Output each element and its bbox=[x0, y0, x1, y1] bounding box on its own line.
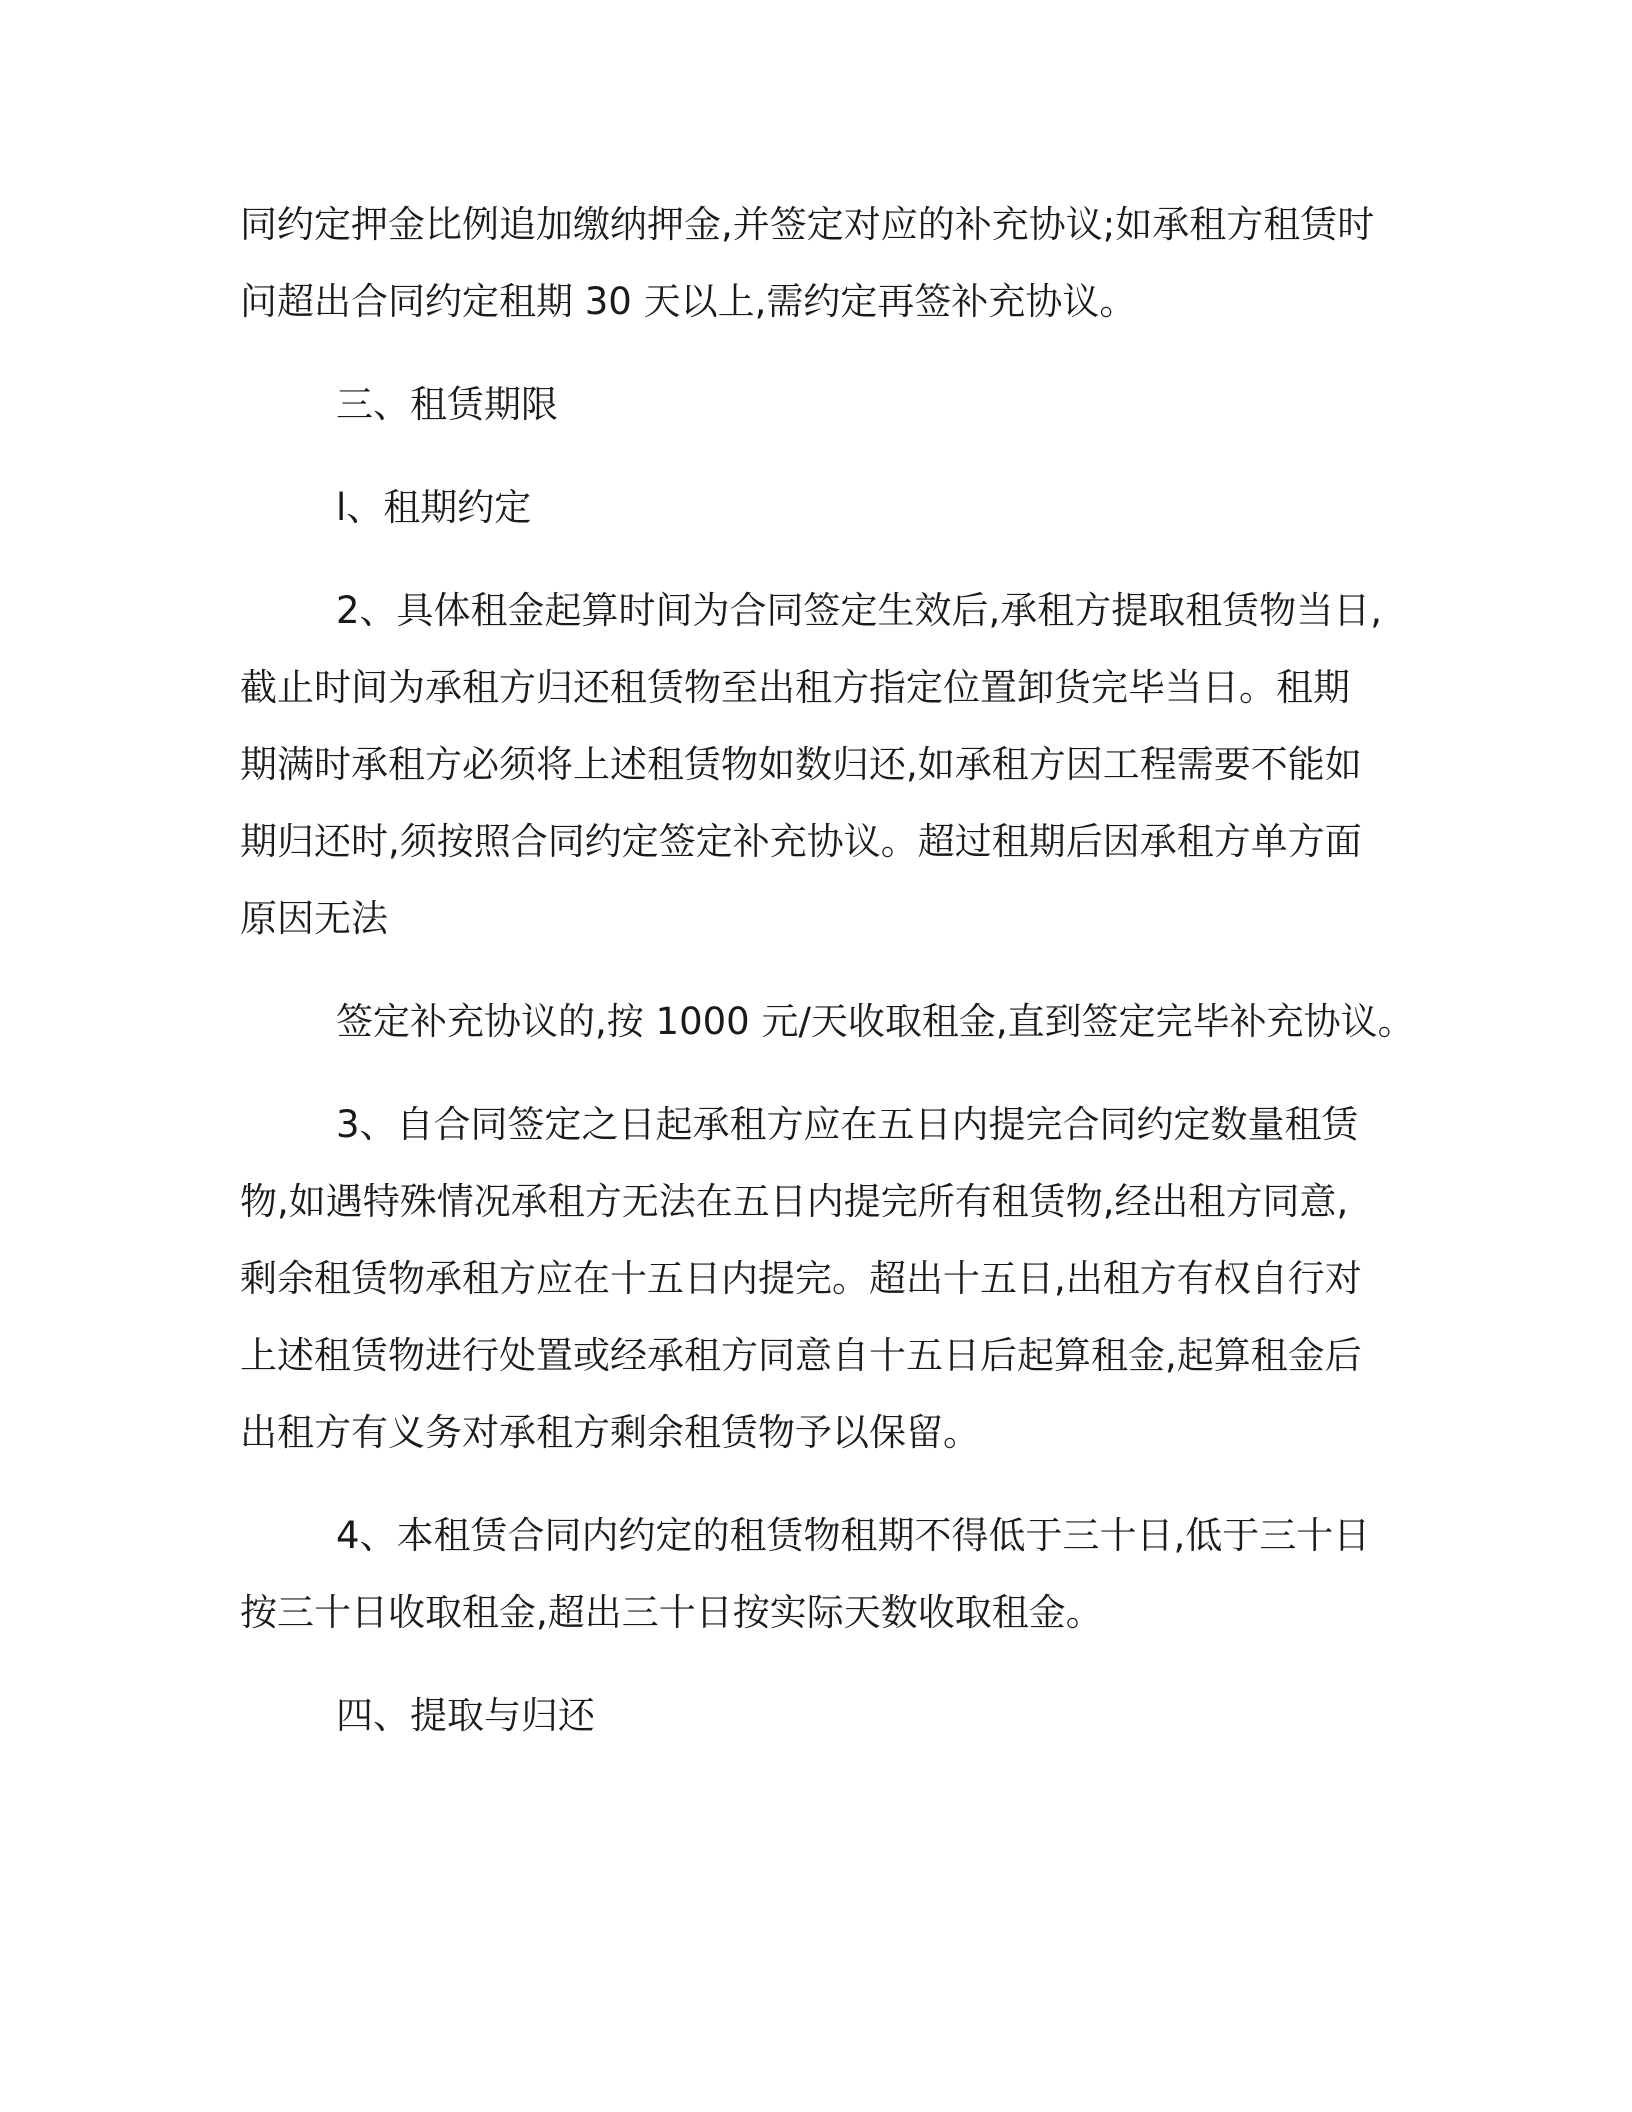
paragraph-supplement-fee bbox=[240, 983, 1415, 1060]
subheading-term-agreement bbox=[240, 469, 1400, 546]
section-heading-pickup-return bbox=[240, 1677, 1400, 1754]
text-line: 2、具体租金起算时间为合同签定生效后,承租方提取租赁物当日, bbox=[336, 589, 1383, 632]
text-line: 期满时承租方必须将上述租赁物如数归还,如承租方因工程需要不能如 bbox=[240, 743, 1362, 786]
text-line: l、租期约定 bbox=[336, 486, 532, 529]
text-line: 签定补充协议的,按 1000 元/天收取租金,直到签定完毕补充协议。 bbox=[336, 1000, 1415, 1043]
paragraph-clause-2 bbox=[240, 572, 1400, 957]
paragraph-clause-3 bbox=[240, 1086, 1400, 1471]
text-line: 原因无法 bbox=[240, 897, 388, 940]
text-line: 剩余租赁物承租方应在十五日内提完。超出十五日,出租方有权自行对 bbox=[240, 1257, 1362, 1300]
text-line: 出租方有义务对承租方剩余租赁物予以保留。 bbox=[240, 1411, 980, 1454]
paragraph-deposit-continuation bbox=[240, 186, 1400, 340]
section-heading-lease-term bbox=[240, 366, 1400, 443]
text-line: 同约定押金比例追加缴纳押金,并签定对应的补充协议;如承租方租赁时 bbox=[240, 203, 1375, 246]
text-line: 截止时间为承租方归还租赁物至出租方指定位置卸货完毕当日。租期 bbox=[240, 666, 1350, 709]
text-line: 3、自合同签定之日起承租方应在五日内提完合同约定数量租赁 bbox=[336, 1103, 1359, 1146]
paragraph-clause-4 bbox=[240, 1497, 1400, 1651]
text-line: 4、本租赁合同内约定的租赁物租期不得低于三十日,低于三十日 bbox=[336, 1514, 1371, 1557]
text-line: 按三十日收取租金,超出三十日按实际天数收取租金。 bbox=[240, 1591, 1103, 1634]
text-line: 问超出合同约定租期 30 天以上,需约定再签补充协议。 bbox=[240, 280, 1137, 323]
text-line: 期归还时,须按照合同约定签定补充协议。超过租期后因承租方单方面 bbox=[240, 820, 1362, 863]
text-line: 物,如遇特殊情况承租方无法在五日内提完所有租赁物,经出租方同意, bbox=[240, 1180, 1349, 1223]
text-line: 上述租赁物进行处置或经承租方同意自十五日后起算租金,起算租金后 bbox=[240, 1334, 1362, 1377]
text-line: 四、提取与归还 bbox=[336, 1694, 595, 1737]
document-body bbox=[240, 186, 1415, 1754]
text-line: 三、租赁期限 bbox=[336, 383, 558, 426]
